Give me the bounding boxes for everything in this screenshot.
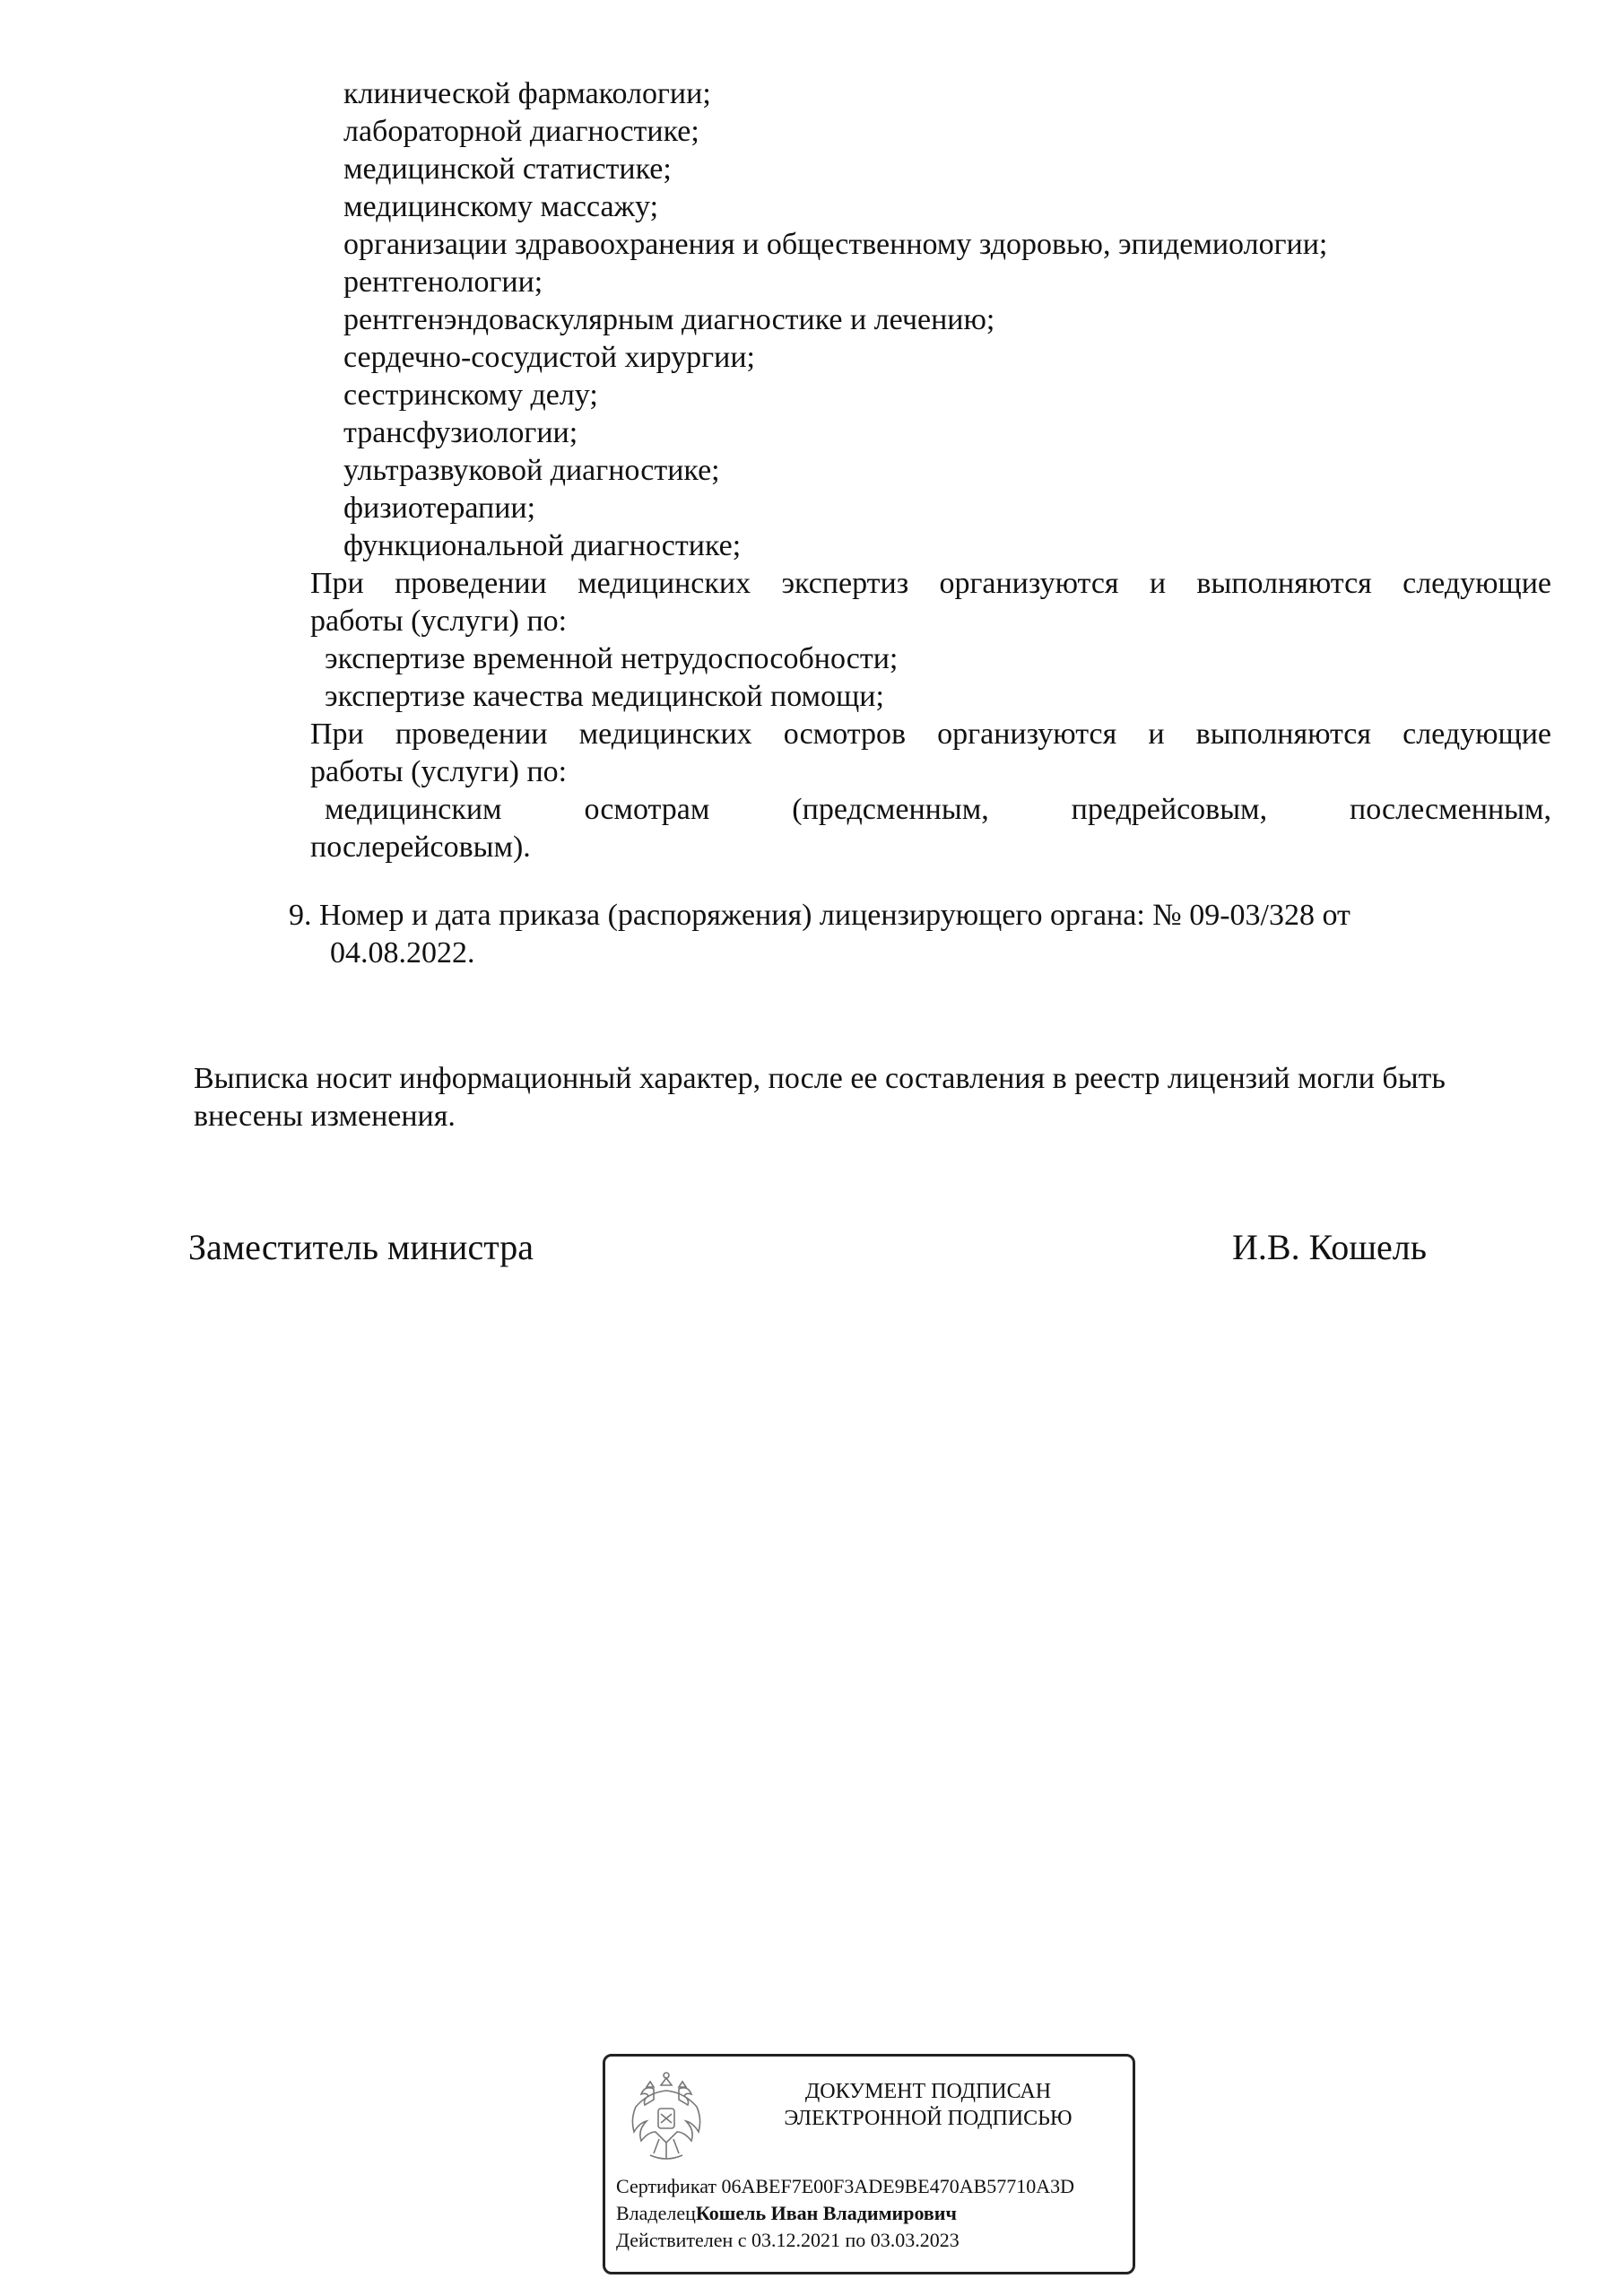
stamp-title-line: ДОКУМЕНТ ПОДПИСАН [804, 2080, 1052, 2103]
exams-item-line: послерейсовым). [310, 831, 531, 864]
electronic-signature-stamp [603, 2054, 1135, 2274]
list-item: сестринскому делу; [343, 378, 598, 412]
list-item: рентгенэндоваскулярным диагностике и лечению; [343, 303, 995, 336]
double-headed-eagle-emblem-icon [623, 2069, 709, 2168]
owner-name: Кошель Иван Владимирович [695, 2202, 957, 2224]
exams-intro-line: работы (услуги) по: [310, 755, 568, 788]
signatory-name: И.В. Кошель [1232, 1227, 1428, 1267]
exams-intro-line: При проведении медицинских осмотров организуются и выполняются следующие [310, 718, 1551, 751]
expertise-item: экспертизе качества медицинской помощи; [325, 680, 884, 713]
expertise-intro-line: При проведении медицинских экспертиз организуются и выполняются следующие [310, 567, 1551, 600]
owner-label: Владелец [616, 2202, 696, 2224]
certificate-owner [616, 2200, 957, 2227]
list-item: функциональной диагностике; [343, 529, 742, 562]
list-item: лабораторной диагностике; [343, 115, 699, 148]
disclaimer-note: Выписка носит информационный характер, после ее составления в реестр лицензий могли быть внесены изменения. [194, 1062, 1446, 1133]
expertise-item: экспертизе временной нетрудоспособности; [325, 642, 899, 675]
certificate-validity: Действителен с 03.12.2021 по 03.03.2023 [616, 2229, 960, 2251]
list-item: трансфузиологии; [343, 416, 578, 449]
expertise-intro-line: работы (услуги) по: [310, 604, 568, 638]
signatory-position: Заместитель министра [188, 1227, 534, 1267]
list-item: организации здравоохранения и общественному здоровью, эпидемиологии; [343, 228, 1328, 261]
order-number-item [289, 897, 1350, 972]
order-number-line: 9. Номер и дата приказа (распоряжения) лицензирующего органа: № 09-03/328 от [289, 899, 1350, 932]
stamp-title [740, 2078, 1116, 2132]
list-item: медицинскому массажу; [343, 190, 659, 223]
list-item: рентгенологии; [343, 265, 543, 299]
list-item: сердечно-сосудистой хирургии; [343, 341, 755, 374]
expertise-intro [310, 565, 1551, 640]
exams-item [310, 791, 1551, 866]
list-item: медицинской статистике; [343, 152, 672, 186]
list-item: клинической фармакологии; [343, 77, 711, 110]
order-date-line: 04.08.2022. [330, 936, 475, 970]
certificate-number: Сертификат 06ABEF7E00F3ADE9BE470AB57710A3D [616, 2175, 1075, 2197]
stamp-title-line: ЭЛЕКТРОННОЙ ПОДПИСЬЮ [784, 2107, 1073, 2130]
list-item: ультразвуковой диагностике; [343, 454, 720, 487]
list-item: физиотерапии; [343, 491, 536, 525]
exams-item-line: медицинским осмотрам (предсменным, предрейсовым, послесменным, [325, 793, 1551, 826]
exams-intro [310, 716, 1551, 791]
